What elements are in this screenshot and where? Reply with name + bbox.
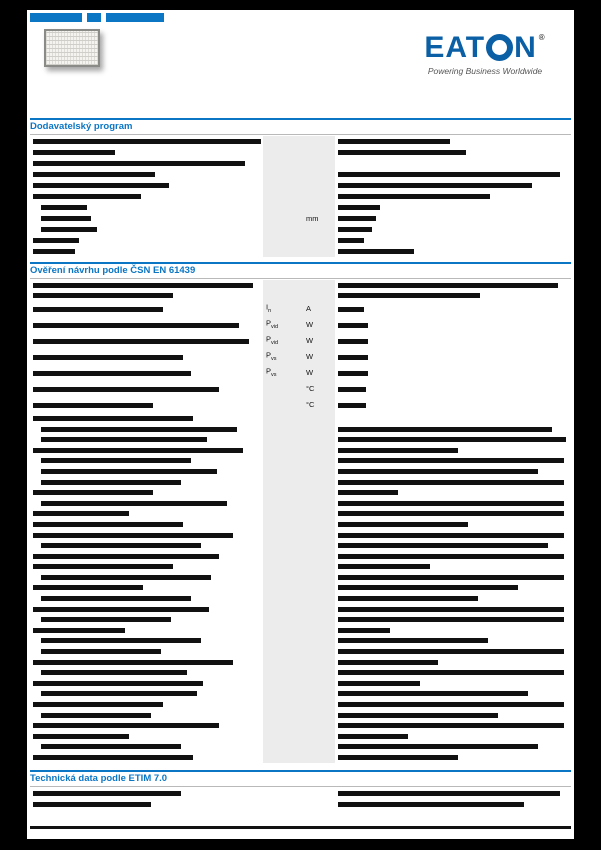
table-row xyxy=(30,487,571,498)
row-label-redacted xyxy=(33,416,193,421)
table-row xyxy=(30,572,571,583)
row-value-redacted xyxy=(338,501,564,506)
row-label-redacted xyxy=(41,670,187,675)
row-label-redacted xyxy=(33,355,183,360)
section-top-rule xyxy=(30,118,571,120)
row-value-redacted xyxy=(338,522,468,527)
row-value-redacted xyxy=(338,355,368,360)
table-row xyxy=(30,742,571,753)
row-unit: W xyxy=(306,368,314,378)
row-label-redacted xyxy=(33,607,209,612)
row-value-redacted xyxy=(338,183,532,188)
row-value-redacted xyxy=(338,607,564,612)
row-value-redacted xyxy=(338,681,420,686)
table-row xyxy=(30,333,571,349)
row-value-redacted xyxy=(338,617,564,622)
row-label-redacted xyxy=(33,522,183,527)
row-value-redacted xyxy=(338,403,366,408)
row-value-redacted xyxy=(338,371,368,376)
row-value-redacted xyxy=(338,387,366,392)
table-row xyxy=(30,540,571,551)
row-value-redacted xyxy=(338,564,430,569)
row-value-redacted xyxy=(338,249,414,254)
row-value-redacted xyxy=(338,458,564,463)
row-value-redacted xyxy=(338,723,564,728)
section-overeni-navrhu xyxy=(30,262,571,763)
table-row xyxy=(30,657,571,668)
row-value-redacted xyxy=(338,575,564,580)
row-symbol: $P_{vs}$ xyxy=(266,366,277,379)
row-value-redacted xyxy=(338,172,560,177)
row-label-redacted xyxy=(33,183,169,188)
title-redacted-text xyxy=(106,13,164,22)
table-row xyxy=(30,614,571,625)
row-label-redacted xyxy=(41,617,171,622)
row-value-redacted xyxy=(338,205,380,210)
table-row xyxy=(30,509,571,520)
row-label-redacted xyxy=(33,490,153,495)
row-value-redacted xyxy=(338,194,490,199)
brand-letters-left: EAT xyxy=(424,30,486,64)
table-row xyxy=(30,349,571,365)
table-row xyxy=(30,246,571,257)
row-label-redacted xyxy=(33,139,261,144)
row-value-redacted xyxy=(338,691,528,696)
row-label-redacted xyxy=(33,161,245,166)
table-row xyxy=(30,445,571,456)
table-row xyxy=(30,301,571,317)
row-value-redacted xyxy=(338,437,566,442)
data-table xyxy=(30,280,571,763)
row-value-redacted xyxy=(338,649,564,654)
row-label-redacted xyxy=(33,755,193,760)
row-value-redacted xyxy=(338,307,364,312)
table-row xyxy=(30,169,571,180)
table-row xyxy=(30,466,571,477)
row-label-redacted xyxy=(41,638,201,643)
row-unit: W xyxy=(306,352,314,362)
table-row xyxy=(30,147,571,158)
row-label-redacted xyxy=(41,469,217,474)
row-label-redacted xyxy=(41,713,151,718)
row-value-redacted xyxy=(338,323,368,328)
table-row xyxy=(30,456,571,467)
row-unit: W xyxy=(306,320,314,330)
row-value-redacted xyxy=(338,533,564,538)
row-value-redacted xyxy=(338,469,538,474)
row-label-redacted xyxy=(33,194,141,199)
row-label-redacted xyxy=(33,238,79,243)
row-value-redacted xyxy=(338,734,408,739)
row-value-redacted xyxy=(338,585,518,590)
row-value-redacted xyxy=(338,628,390,633)
row-label-redacted xyxy=(33,403,153,408)
row-value-redacted xyxy=(338,802,524,807)
row-unit: °C xyxy=(306,384,315,394)
row-symbol: $P_{vid}$ xyxy=(266,334,279,347)
table-row xyxy=(30,646,571,657)
row-value-redacted xyxy=(338,227,372,232)
table-row xyxy=(30,317,571,333)
row-label-redacted xyxy=(33,791,181,796)
row-label-redacted xyxy=(33,293,173,298)
row-label-redacted xyxy=(41,205,87,210)
table-row xyxy=(30,397,571,413)
row-value-redacted xyxy=(338,554,564,559)
table-row xyxy=(30,583,571,594)
brand-tagline: Powering Business Worldwide xyxy=(427,65,543,76)
row-value-redacted xyxy=(338,293,480,298)
row-value-redacted xyxy=(338,448,458,453)
title-redacted-text xyxy=(87,13,101,22)
table-row xyxy=(30,699,571,710)
row-label-redacted xyxy=(33,660,233,665)
section-sub-rule xyxy=(30,278,571,279)
table-row xyxy=(30,562,571,573)
table-row xyxy=(30,636,571,647)
table-row xyxy=(30,280,571,291)
row-label-redacted xyxy=(33,249,75,254)
row-value-redacted xyxy=(338,702,564,707)
row-label-redacted xyxy=(33,150,115,155)
table-row xyxy=(30,593,571,604)
row-label-redacted xyxy=(33,802,151,807)
row-value-redacted xyxy=(338,216,376,221)
eaton-logo xyxy=(397,26,573,82)
row-unit: mm xyxy=(306,213,319,223)
row-label-redacted xyxy=(33,702,163,707)
product-photo xyxy=(44,29,100,67)
row-label-redacted xyxy=(33,511,129,516)
row-label-redacted xyxy=(33,339,249,344)
row-unit: W xyxy=(306,336,314,346)
table-row xyxy=(30,689,571,700)
table-row xyxy=(30,530,571,541)
datasheet-page xyxy=(27,10,574,839)
table-row xyxy=(30,213,571,224)
row-label-redacted xyxy=(33,283,253,288)
footer-rule xyxy=(30,826,571,829)
row-label-redacted xyxy=(41,575,211,580)
table-row xyxy=(30,202,571,213)
table-row xyxy=(30,224,571,235)
row-label-redacted xyxy=(41,596,191,601)
row-label-redacted xyxy=(41,649,161,654)
section-top-rule xyxy=(30,770,571,772)
table-row xyxy=(30,788,571,799)
row-value-redacted xyxy=(338,713,498,718)
row-label-redacted xyxy=(33,307,163,312)
section-sub-rule xyxy=(30,134,571,135)
table-row xyxy=(30,477,571,488)
eaton-wordmark xyxy=(424,30,546,64)
row-value-redacted xyxy=(338,791,560,796)
table-row xyxy=(30,519,571,530)
row-label-redacted xyxy=(33,371,191,376)
row-value-redacted xyxy=(338,150,466,155)
table-row xyxy=(30,158,571,169)
row-label-redacted xyxy=(33,554,219,559)
table-row xyxy=(30,752,571,763)
table-row xyxy=(30,291,571,302)
row-value-redacted xyxy=(338,427,552,432)
row-value-redacted xyxy=(338,339,368,344)
row-label-redacted xyxy=(41,691,197,696)
table-row xyxy=(30,498,571,509)
section-top-rule xyxy=(30,262,571,264)
section-technicka-data-etim xyxy=(30,770,571,810)
page-title xyxy=(30,13,164,22)
table-row xyxy=(30,413,571,424)
row-label-redacted xyxy=(33,323,239,328)
row-label-redacted xyxy=(41,501,227,506)
table-row xyxy=(30,710,571,721)
table-row xyxy=(30,799,571,810)
section-dodavatelsky-program xyxy=(30,118,571,257)
row-value-redacted xyxy=(338,511,564,516)
row-label-redacted xyxy=(33,172,155,177)
data-table xyxy=(30,136,571,257)
table-row xyxy=(30,604,571,615)
row-value-redacted xyxy=(338,238,364,243)
row-label-redacted xyxy=(33,448,243,453)
row-symbol: $P_{vs}$ xyxy=(266,350,277,363)
row-label-redacted xyxy=(41,227,97,232)
row-label-redacted xyxy=(41,437,207,442)
section-title: Ověření návrhu podle ČSN EN 61439 xyxy=(30,265,196,276)
table-row xyxy=(30,678,571,689)
table-row xyxy=(30,424,571,435)
table-row xyxy=(30,551,571,562)
table-row xyxy=(30,731,571,742)
table-row xyxy=(30,365,571,381)
table-row xyxy=(30,625,571,636)
row-label-redacted xyxy=(41,427,237,432)
table-row xyxy=(30,434,571,445)
row-value-redacted xyxy=(338,638,488,643)
row-label-redacted xyxy=(41,744,181,749)
row-label-redacted xyxy=(33,585,143,590)
table-row xyxy=(30,667,571,678)
row-value-redacted xyxy=(338,744,538,749)
row-value-redacted xyxy=(338,543,548,548)
section-title: Technická data podle ETIM 7.0 xyxy=(30,773,168,784)
table-row xyxy=(30,180,571,191)
row-label-redacted xyxy=(33,734,129,739)
row-label-redacted xyxy=(41,543,201,548)
table-row xyxy=(30,235,571,246)
row-label-redacted xyxy=(33,628,125,633)
registered-mark: ® xyxy=(538,32,546,42)
row-value-redacted xyxy=(338,596,478,601)
row-label-redacted xyxy=(33,723,219,728)
row-label-redacted xyxy=(33,387,219,392)
row-label-redacted xyxy=(33,564,173,569)
row-symbol: $I_n$ xyxy=(266,302,272,315)
section-sub-rule xyxy=(30,786,571,787)
row-value-redacted xyxy=(338,139,450,144)
row-unit: °C xyxy=(306,400,315,410)
table-row xyxy=(30,136,571,147)
row-value-redacted xyxy=(338,670,564,675)
row-unit: A xyxy=(306,304,312,314)
row-symbol: $P_{vid}$ xyxy=(266,318,279,331)
section-title: Dodavatelský program xyxy=(30,121,133,132)
title-redacted-text xyxy=(30,13,82,22)
row-value-redacted xyxy=(338,480,564,485)
row-value-redacted xyxy=(338,283,558,288)
row-label-redacted xyxy=(41,480,181,485)
row-value-redacted xyxy=(338,490,398,495)
row-value-redacted xyxy=(338,755,458,760)
table-row xyxy=(30,191,571,202)
row-label-redacted xyxy=(33,681,203,686)
data-table xyxy=(30,788,571,810)
row-label-redacted xyxy=(41,216,91,221)
eaton-o-icon xyxy=(486,34,513,61)
table-row xyxy=(30,720,571,731)
row-label-redacted xyxy=(33,533,233,538)
table-row xyxy=(30,381,571,397)
row-value-redacted xyxy=(338,660,438,665)
brand-letters-right: N xyxy=(514,30,537,64)
row-label-redacted xyxy=(41,458,191,463)
